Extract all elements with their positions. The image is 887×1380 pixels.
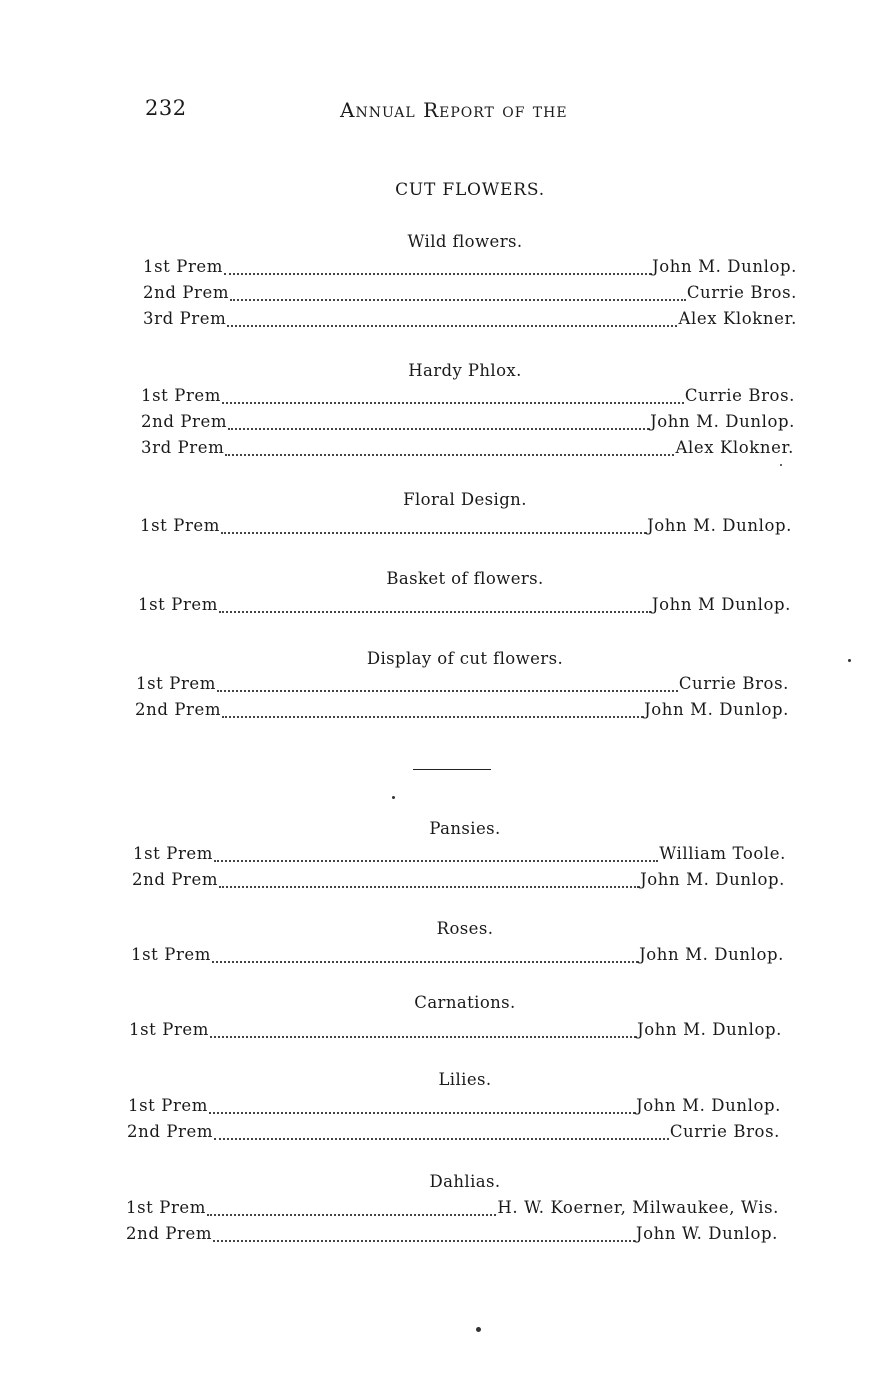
premium-label: 1st Prem [140,516,221,535]
category-title: Dahlias. [429,1172,501,1191]
dot-leader [227,325,677,327]
premium-label: 1st Prem [129,1020,210,1039]
dot-leader [210,1036,636,1038]
premium-winner: John M. Dunlop. [639,945,784,964]
premium-winner: John W. Dunlop. [635,1224,778,1243]
premium-entry [138,595,791,619]
premium-entry [126,1224,778,1248]
premium-entry [129,1020,782,1044]
premium-winner: John M. Dunlop. [644,700,789,719]
premium-entry [126,1198,779,1222]
premium-label: 2nd Prem [143,283,230,302]
premium-label: 2nd Prem [135,700,222,719]
dot-leader [222,716,643,718]
premium-label: 1st Prem [128,1096,209,1115]
premium-entry [127,1122,780,1146]
dot-leader [207,1214,496,1216]
premium-label: 1st Prem [141,386,222,405]
premium-entry [128,1096,781,1120]
dot-leader [219,886,639,888]
dot-leader [209,1112,635,1114]
premium-entry [133,844,786,868]
scan-speck [780,464,782,466]
dot-leader [214,1138,669,1140]
premium-entry [132,870,785,894]
running-head [140,96,800,126]
dot-leader [228,428,649,430]
premium-winner: Currie Bros. [684,386,795,405]
premium-winner: John M Dunlop. [651,595,791,614]
category-title: Carnations. [414,993,516,1012]
dot-leader [221,532,646,534]
running-title: Annual Report of the [340,98,568,122]
premium-winner: Alex Klokner. [678,309,797,328]
section-title: CUT FLOWERS. [395,180,545,200]
page-number: 232 [145,96,187,120]
premium-winner: H. W. Koerner, Milwaukee, Wis. [497,1198,779,1217]
premium-entry [141,386,795,410]
category-title: Display of cut flowers. [366,649,564,668]
premium-label: 1st Prem [138,595,219,614]
dot-leader [224,273,651,275]
premium-winner: Alex Klokner. [675,438,794,457]
scan-speck [476,1327,481,1332]
dot-leader [217,690,678,692]
dot-leader [225,454,674,456]
scan-speck [848,659,851,662]
premium-entry [143,283,797,307]
premium-label: 2nd Prem [126,1224,213,1243]
category-title: Roses. [436,919,494,938]
premium-entry [131,945,784,969]
premium-label: 1st Prem [126,1198,207,1217]
premium-entry [141,438,794,462]
premium-winner: John M. Dunlop. [647,516,792,535]
dot-leader [222,402,684,404]
premium-label: 1st Prem [143,257,224,276]
premium-entry [135,700,789,724]
scan-speck [392,796,395,799]
dot-leader [212,961,638,963]
premium-label: 3rd Prem [143,309,227,328]
premium-label: 1st Prem [131,945,212,964]
dot-leader [219,611,651,613]
premium-winner: William Toole. [659,844,786,863]
dot-leader [214,860,658,862]
dot-leader [213,1240,635,1242]
premium-entry [143,257,797,281]
premium-winner: John M. Dunlop. [636,1096,781,1115]
premium-entry [143,309,797,333]
premium-winner: Currie Bros. [686,283,797,302]
premium-entry [140,516,792,540]
premium-label: 3rd Prem [141,438,225,457]
premium-label: 2nd Prem [132,870,219,889]
premium-label: 2nd Prem [141,412,228,431]
category-title: Floral Design. [403,490,527,509]
premium-label: 2nd Prem [127,1122,214,1141]
premium-winner: John M. Dunlop. [650,412,795,431]
category-title: Basket of flowers. [386,569,544,588]
category-title: Wild flowers. [407,232,523,251]
category-title: Lilies. [438,1070,492,1089]
premium-winner: John M. Dunlop. [652,257,797,276]
premium-label: 1st Prem [133,844,214,863]
premium-entry [136,674,789,698]
section-divider-rule [413,769,491,770]
premium-winner: John M. Dunlop. [637,1020,782,1039]
premium-entry [141,412,795,436]
premium-label: 1st Prem [136,674,217,693]
category-title: Hardy Phlox. [408,361,522,380]
premium-winner: Currie Bros. [678,674,789,693]
premium-winner: John M. Dunlop. [640,870,785,889]
category-title: Pansies. [429,819,501,838]
dot-leader [230,299,686,301]
premium-winner: Currie Bros. [669,1122,780,1141]
